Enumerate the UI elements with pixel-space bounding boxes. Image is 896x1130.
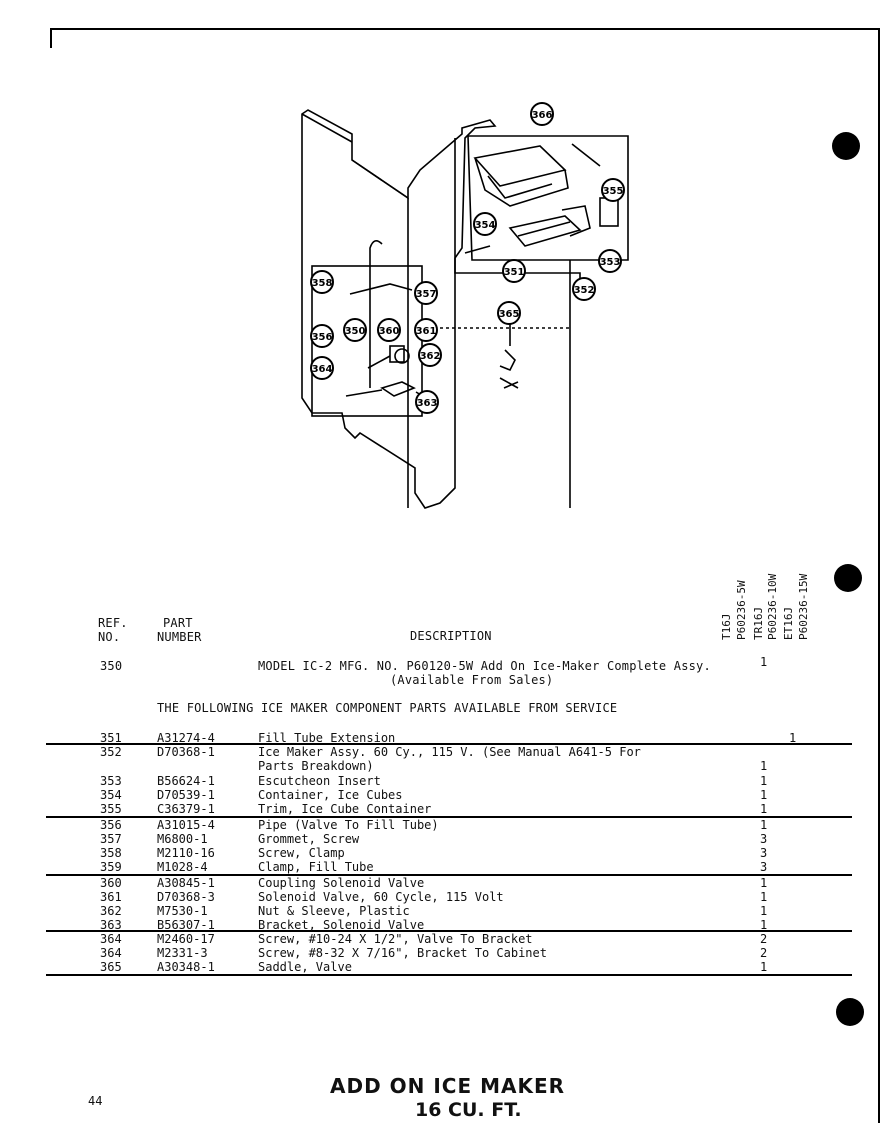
table-row <box>0 759 896 773</box>
callout-364 <box>311 357 333 379</box>
row-desc: Grommet, Screw <box>258 832 360 846</box>
callout-360 <box>378 319 400 341</box>
row-qty: 2 <box>760 932 768 946</box>
table-row <box>0 946 896 960</box>
callout-351 <box>503 260 525 282</box>
svg-text:360: 360 <box>378 326 400 337</box>
table-row <box>0 818 896 832</box>
row-ref: 354 <box>100 788 122 802</box>
callout-354 <box>474 213 496 235</box>
row-part: A30845-1 <box>157 876 215 890</box>
row-ref: 363 <box>100 918 122 932</box>
row-desc: Saddle, Valve <box>258 960 352 974</box>
row-qty: 1 <box>760 774 768 788</box>
row-desc: Screw, #8-32 X 7/16", Bracket To Cabinet <box>258 946 547 960</box>
page-number: 44 <box>88 1094 103 1108</box>
model-header-2: P60236-5W <box>735 580 748 640</box>
row-part: A31015-4 <box>157 818 215 832</box>
svg-text:350: 350 <box>344 326 366 337</box>
table-row <box>0 960 896 974</box>
header-part: PART <box>163 616 193 630</box>
row-qty: 2 <box>760 946 768 960</box>
svg-text:365: 365 <box>498 309 520 320</box>
main-item-qty: 1 <box>760 655 768 669</box>
table-row <box>0 802 896 816</box>
row-desc: Bracket, Solenoid Valve <box>258 918 425 932</box>
row-qty: 1 <box>789 731 797 745</box>
table-row <box>0 932 896 946</box>
row-qty: 3 <box>760 860 768 874</box>
svg-text:358: 358 <box>311 278 333 289</box>
svg-text:364: 364 <box>311 364 333 375</box>
callout-365 <box>498 302 520 324</box>
header-number: NUMBER <box>157 630 202 644</box>
table-row <box>0 890 896 904</box>
binder-hole-middle <box>834 564 862 592</box>
row-ref: 358 <box>100 846 122 860</box>
svg-text:351: 351 <box>503 267 525 278</box>
row-ref: 361 <box>100 890 122 904</box>
row-part: C36379-1 <box>157 802 215 816</box>
main-item-desc-line1: MODEL IC-2 MFG. NO. P60120-5W Add On Ice-Maker Complete Assy. <box>258 659 711 673</box>
callout-355 <box>602 179 624 201</box>
row-desc: Screw, #10-24 X 1/2", Valve To Bracket <box>258 932 533 946</box>
row-part: M2110-16 <box>157 846 215 860</box>
ice-maker-exploded-diagram <box>290 98 640 528</box>
header-description: DESCRIPTION <box>410 629 492 643</box>
row-part: M1028-4 <box>157 860 208 874</box>
svg-text:354: 354 <box>474 220 496 231</box>
table-row <box>0 788 896 802</box>
callout-350 <box>344 319 366 341</box>
row-qty: 1 <box>760 818 768 832</box>
row-ref: 355 <box>100 802 122 816</box>
row-qty: 1 <box>760 802 768 816</box>
row-desc-cont: Parts Breakdown) <box>258 759 374 773</box>
row-part: D70539-1 <box>157 788 215 802</box>
row-part: M6800-1 <box>157 832 208 846</box>
row-part: A30348-1 <box>157 960 215 974</box>
svg-text:357: 357 <box>415 289 437 300</box>
model-header-1: T16J <box>720 613 733 640</box>
row-desc: Ice Maker Assy. 60 Cy., 115 V. (See Manual A641-5 For <box>258 745 641 759</box>
row-desc: Trim, Ice Cube Container <box>258 802 432 816</box>
callout-353 <box>599 250 621 272</box>
row-desc: Screw, Clamp <box>258 846 345 860</box>
row-qty: 1 <box>760 960 768 974</box>
row-ref: 364 <box>100 932 122 946</box>
callout-356 <box>311 325 333 347</box>
model-header-3: TR16J <box>752 606 765 640</box>
table-row <box>0 731 896 745</box>
row-desc: Container, Ice Cubes <box>258 788 403 802</box>
row-ref: 356 <box>100 818 122 832</box>
row-desc: Coupling Solenoid Valve <box>258 876 425 890</box>
row-qty: 1 <box>760 890 768 904</box>
row-qty: 1 <box>760 904 768 918</box>
row-qty: 1 <box>760 876 768 890</box>
header-no: NO. <box>98 630 121 644</box>
row-ref: 364 <box>100 946 122 960</box>
row-desc: Escutcheon Insert <box>258 774 381 788</box>
svg-text:353: 353 <box>599 257 621 268</box>
page-title: ADD ON ICE MAKER <box>330 1074 566 1098</box>
row-qty: 3 <box>760 832 768 846</box>
table-row <box>0 846 896 860</box>
model-header-4: P60236-10W <box>766 573 779 640</box>
table-row <box>0 774 896 788</box>
row-desc: Fill Tube Extension <box>258 731 396 745</box>
row-part: M2460-17 <box>157 932 215 946</box>
row-part: M7530-1 <box>157 904 208 918</box>
table-row <box>0 832 896 846</box>
row-ref: 353 <box>100 774 122 788</box>
row-qty: 1 <box>760 788 768 802</box>
row-desc: Clamp, Fill Tube <box>258 860 374 874</box>
row-desc: Nut & Sleeve, Plastic <box>258 904 410 918</box>
callout-361 <box>415 319 437 341</box>
row-ref: 362 <box>100 904 122 918</box>
svg-text:361: 361 <box>415 326 437 337</box>
row-qty: 3 <box>760 846 768 860</box>
main-item-ref: 350 <box>100 659 123 673</box>
row-desc: Pipe (Valve To Fill Tube) <box>258 818 439 832</box>
row-ref: 359 <box>100 860 122 874</box>
table-rule <box>46 974 852 976</box>
row-part: M2331-3 <box>157 946 208 960</box>
row-ref: 352 <box>100 745 122 759</box>
row-part: D70368-1 <box>157 745 215 759</box>
row-part: B56307-1 <box>157 918 215 932</box>
row-qty: 1 <box>760 918 768 932</box>
row-ref: 360 <box>100 876 122 890</box>
table-row <box>0 860 896 874</box>
binder-hole-bottom <box>836 998 864 1026</box>
frame-top-line <box>50 28 880 30</box>
svg-text:366: 366 <box>531 110 553 121</box>
row-ref: 357 <box>100 832 122 846</box>
callout-366 <box>531 103 553 125</box>
model-header-6: P60236-15W <box>797 573 810 640</box>
callout-358 <box>311 271 333 293</box>
callout-357 <box>415 282 437 304</box>
svg-text:362: 362 <box>419 351 441 362</box>
row-part: D70368-3 <box>157 890 215 904</box>
table-row <box>0 918 896 932</box>
main-item-desc-line2: (Available From Sales) <box>390 673 554 687</box>
binder-hole-top <box>832 132 860 160</box>
callout-362 <box>419 344 441 366</box>
svg-text:356: 356 <box>311 332 333 343</box>
row-part: B56624-1 <box>157 774 215 788</box>
table-row <box>0 904 896 918</box>
frame-left-line <box>50 28 52 48</box>
row-ref: 351 <box>100 731 122 745</box>
row-ref: 365 <box>100 960 122 974</box>
section-note: THE FOLLOWING ICE MAKER COMPONENT PARTS AVAILABLE FROM SERVICE <box>157 701 618 715</box>
header-ref: REF. <box>98 616 128 630</box>
table-row <box>0 876 896 890</box>
svg-text:352: 352 <box>573 285 595 296</box>
callout-352 <box>573 278 595 300</box>
table-row <box>0 745 896 759</box>
row-part: A31274-4 <box>157 731 215 745</box>
row-desc: Solenoid Valve, 60 Cycle, 115 Volt <box>258 890 504 904</box>
svg-text:355: 355 <box>602 186 624 197</box>
model-header-5: ET16J <box>782 606 795 640</box>
row-qty: 1 <box>760 759 768 773</box>
callout-363 <box>416 391 438 413</box>
page-subtitle: 16 CU. FT. <box>415 1099 522 1121</box>
svg-text:363: 363 <box>416 398 438 409</box>
